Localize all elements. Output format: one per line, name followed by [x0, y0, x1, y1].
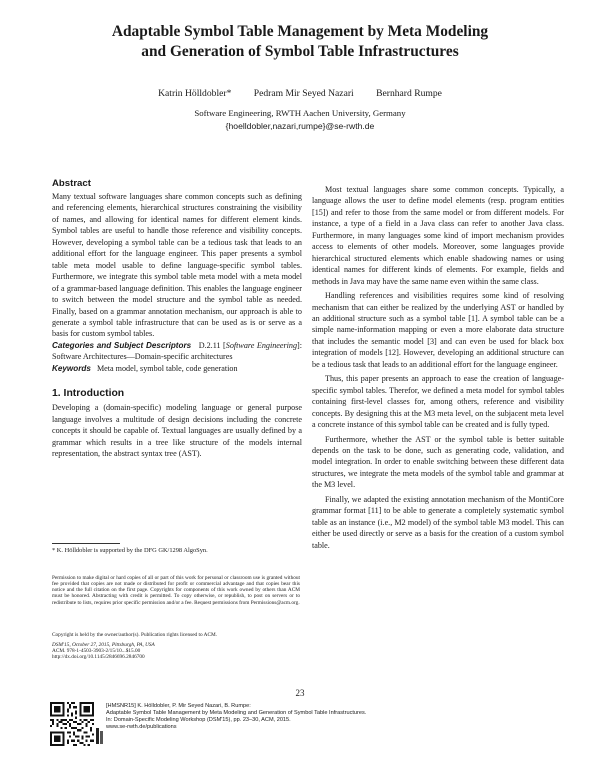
author-2: Pedram Mir Seyed Nazari — [253, 88, 354, 99]
page-number: 23 — [295, 688, 305, 698]
citation-line-1: [HMSNR15] K. Hölldobler, P. Mir Seyed Nazari, B. Rumpe: — [106, 703, 251, 709]
citation-line-3: In: Domain-Specific Modeling Workshop (DSM'15), pp. 23–30, ACM, 2015. — [106, 717, 291, 724]
abstract-heading: Abstract — [52, 178, 91, 189]
introduction-text: Developing a (domain-specific) modeling language or general purpose language involves a multitude of design decisions including the concrete concepts it should be capable of. Textual languages are usually defined by a grammar which results in a tree like structure of the models internal representation, the abstract syntax tree (AST). — [52, 403, 302, 459]
doi-link[interactable]: http://dx.doi.org/10.1145/2846696.2846700 — [52, 654, 145, 661]
right-paragraph-5: Finally, we adapted the existing annotation mechanism of the MontiCore grammar format [11] to be able to generate a completely systematic symbol table as an instance (i.e., M2 model) of the symbol table M3 model. This can either be used directly or serve as a basis for the creation of a custom symbol table. — [312, 494, 564, 550]
author-1: Katrin Hölldobler* — [158, 88, 232, 99]
author-list — [40, 88, 560, 100]
acm-isbn-line: ACM. 978-1-4503-3903-2/15/10...$15.00 — [52, 648, 141, 655]
right-paragraph-2: Handling references and visibilities requires some kind of resolving mechanism that can either be realized by the underlying AST or handled by an additional structure such as a symbol table [1]. A symbol table can be a simple name-information mapping or even a more elaborate data structure that includes the semantic model [3] and can even be used for black box integration of models [12]. However, developing an additional structure can be a tedious task that leads to an additional effort for the language engineer. — [312, 291, 564, 369]
introduction-heading: 1. Introduction — [52, 388, 125, 400]
categories-text-a: D.2.11 [ — [198, 340, 226, 350]
right-paragraph-1: Most textual languages share some common concepts. Typically, a language allows the user to define model elements (resp. program entities [15]) and refer to those from the same model or from different models. For instance, a type of a field in a Java class can refer to another Java class. Furthermore, in many languages some kind of import mechanism provides access to elements of other models. Moreover, some languages provide hierarchical structured elements which enable shadowing names or using identical names for different kinds of elements. For example, fields and methods in Java may have the same name even within the same class. — [312, 185, 564, 286]
title-line-2: and Generation of Symbol Table Infrastructures — [141, 43, 459, 60]
keywords-text: Meta model, symbol table, code generation — [96, 363, 238, 373]
publisher-logo-icon — [95, 726, 105, 746]
abstract-text: Many textual software languages share common concepts such as defining and referencing elements, hierarchical structures constraining the visibility of names, and allowing for identical names for different element kinds. Symbol tables are useful to handle those reference and visibility concepts. However, developing a symbol table can be a tedious task that leads to an additional effort for the language engineer. This paper presents a symbol table meta model usable to define language-specific symbol tables. Furthermore, we integrate this symbol table meta model with a meta model of a grammar-based language definition. This enables the language engineer to switch between the model structure and the symbol table as needed. Finally, based on a grammar annotation mechanism, our approach is able to generate a symbol table infrastructure that can be used as is or serve as a basis for custom symbol tables. — [52, 192, 302, 339]
keywords-heading: Keywords — [52, 363, 91, 373]
publication-info — [52, 642, 300, 661]
author-3: Bernhard Rumpe — [376, 88, 442, 99]
right-paragraph-4: Furthermore, whether the AST or the symbol table is better suitable depends on the task to be done, such as generating code, validation, and model integration. In order to enable switching between these different data structures, we integrate the meta models of the symbol table and grammar at the M3 level. — [312, 434, 564, 490]
citation-link[interactable]: www.se-rwth.de/publications — [106, 724, 177, 731]
qr-code-icon — [50, 702, 94, 746]
citation-line-2: Adaptable Symbol Table Management by Meta Modeling and Generation of Symbol Table Infrastructures. — [106, 710, 367, 717]
citation-block — [106, 703, 486, 731]
right-column — [312, 184, 564, 551]
footnote-rule — [52, 543, 120, 544]
categories-paragraph — [52, 340, 302, 363]
categories-text-italic: Software Engineering — [225, 340, 298, 350]
conference-line: DSM'15, October 27, 2015, Pittsburgh, PA, USA — [52, 642, 155, 648]
right-paragraph-3: Thus, this paper presents an approach to ease the creation of language-specific symbol tables. Therefor, we defined a meta model for symbol tables containing first-level classes for, among others, reference and visibility concepts. By designing this at the M3 meta level, on the subjacent meta level a concrete instance of this symbol table can be created and is fully typed. — [312, 374, 564, 430]
categories-text-b: ]: Software Architectures—Domain-specific architectures — [52, 340, 303, 362]
permission-notice: Permission to make digital or hard copies of all or part of this work for personal or classroom use is granted without fee provided that copies are not made or distributed for profit or commercial advantage and that copies bear this notice and the full citation on the first page. Copyrights for components of this work owned by others than ACM must be honored. Abstracting with credit is permitted. To copy otherwise, or republish, to post on servers or to redistribute to lists, requires prior specific permission and/or a fee. Request permissions from Permissions@acm.org. — [52, 575, 300, 606]
author-email: {hoelldobler,nazari,rumpe}@se-rwth.de — [225, 121, 375, 131]
keywords-paragraph — [52, 363, 302, 374]
left-column — [52, 178, 302, 460]
copyright-notice: Copyright is held by the owner/author(s). Publication rights licensed to ACM. — [52, 632, 218, 638]
categories-heading: Categories and Subject Descriptors — [52, 340, 192, 350]
title-line-1: Adaptable Symbol Table Management by Meta Modeling — [111, 23, 489, 40]
paper-title — [40, 22, 560, 62]
footnote: * K. Hölldobler is supported by the DFG GK/1298 AlgoSyn. — [52, 547, 208, 554]
affiliation: Software Engineering, RWTH Aachen University, Germany — [194, 108, 406, 118]
